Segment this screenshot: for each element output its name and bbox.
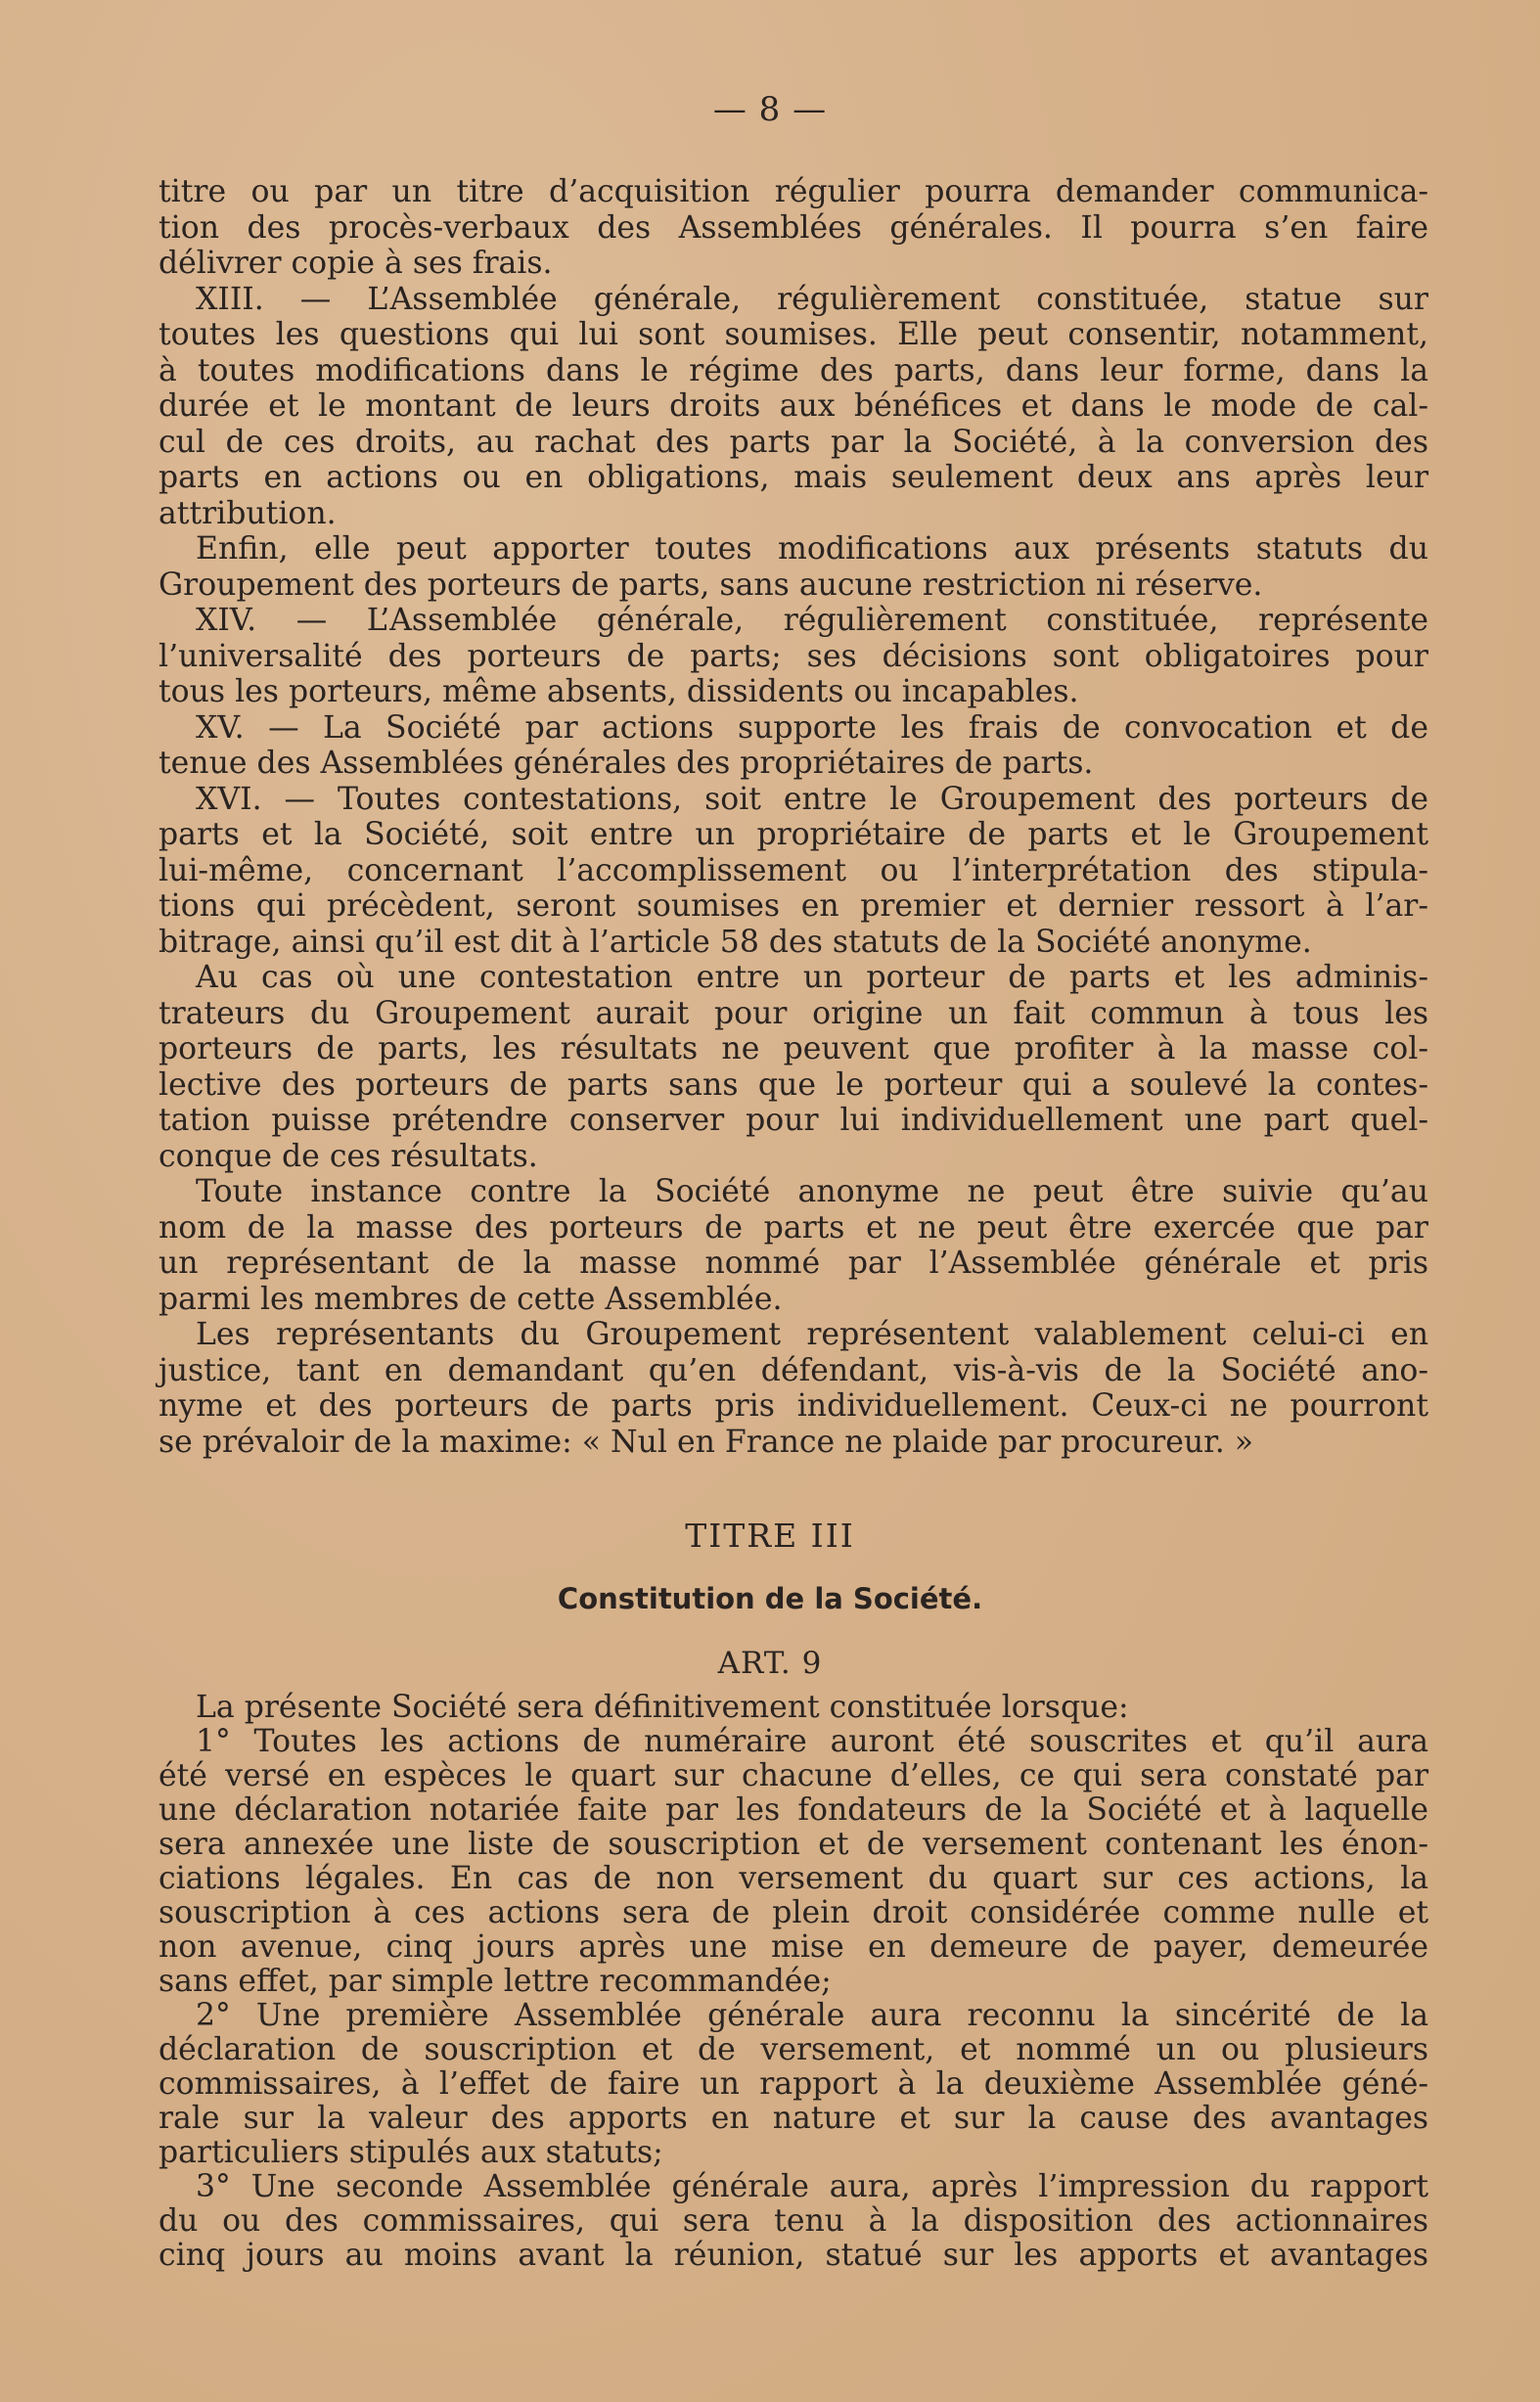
text-line: tion des procès-verbaux des Assemblées générales. Il pourra s’en faire — [159, 209, 1428, 246]
text-line: un représentant de la masse nommé par l’Assemblée générale et pris — [159, 1246, 1428, 1281]
text-line: XIV. — L’Assemblée générale, régulièrement constituée, représente — [196, 603, 1428, 638]
text-line: à toutes modifications dans le régime des parts, dans leur forme, dans la — [159, 352, 1428, 388]
text-line: attribution. — [159, 495, 337, 531]
text-line: se prévaloir de la maxime: « Nul en France ne plaide par procureur. » — [159, 1424, 1254, 1460]
text-line: cinq jours au moins avant la réunion, statué sur les apports et avantages — [159, 2238, 1428, 2273]
text-line: conque de ces résultats. — [159, 1138, 538, 1174]
text-line: Les représentants du Groupement représentent valablement celui-ci en — [196, 1317, 1428, 1352]
text-line: 1° Toutes les actions de numéraire auront été souscrites et qu’il aura — [196, 1724, 1428, 1759]
text-line: La présente Société sera définitivement constituée lorsque: — [196, 1690, 1129, 1725]
text-line: déclaration de souscription et de versement, et nommé un ou plusieurs — [159, 2032, 1428, 2067]
text-line: été versé en espèces le quart sur chacune d’elles, ce qui sera constaté par — [159, 1758, 1428, 1793]
text-line: du ou des commissaires, qui sera tenu à la disposition des actionnaires — [159, 2203, 1428, 2239]
text-line: nom de la masse des porteurs de parts et ne peut être exercée que par — [159, 1209, 1428, 1246]
text-line: 2° Une première Assemblée générale aura reconnu la sincérité de la — [196, 1998, 1428, 2033]
text-line: cul de ces droits, au rachat des parts par la Société, à la conversion des — [159, 424, 1428, 460]
text-line: Enfin, elle peut apporter toutes modifications aux présents statuts du — [196, 531, 1428, 567]
text-line: XVI. — Toutes contestations, soit entre le Groupement des porteurs de — [196, 781, 1428, 817]
text-line: justice, tant en demandant qu’en défendant, vis-à-vis de la Société ano- — [159, 1352, 1428, 1388]
text-line: tions qui précèdent, seront soumises en premier et dernier ressort à l’ar- — [159, 888, 1428, 924]
text-line: tation puisse prétendre conserver pour lui individuellement une part quel- — [159, 1103, 1428, 1138]
text-line: Au cas où une contestation entre un porteur de parts et les adminis- — [196, 960, 1428, 995]
text-line: lective des porteurs de parts sans que le porteur qui a soulevé la contes- — [159, 1066, 1428, 1103]
text-line: une déclaration notariée faite par les fondateurs de la Société et à laquelle — [159, 1792, 1428, 1828]
text-line: sans effet, par simple lettre recommandée; — [159, 1964, 832, 1999]
section-subtitle: Constitution de la Société. — [557, 1582, 983, 1615]
text-line: bitrage, ainsi qu’il est dit à l’article 58 des statuts de la Société anonyme. — [159, 924, 1312, 960]
text-line: 3° Une seconde Assemblée générale aura, après l’impression du rapport — [196, 2169, 1428, 2204]
text-line: nyme et des porteurs de parts pris individuellement. Ceux-ci ne pourront — [159, 1388, 1428, 1424]
text-line: tous les porteurs, même absents, dissidents ou incapables. — [159, 674, 1079, 709]
body-text-section-1 — [159, 174, 1428, 1460]
text-line: toutes les questions qui lui sont soumises. Elle peut consentir, notamment, — [159, 317, 1428, 352]
text-line: parts et la Société, soit entre un propriétaire de parts et le Groupement — [159, 817, 1428, 852]
text-line: sera annexée une liste de souscription et de versement contenant les énon- — [159, 1827, 1428, 1862]
text-line: rale sur la valeur des apports en nature et sur la cause des avantages — [159, 2101, 1428, 2136]
text-line: non avenue, cinq jours après une mise en demeure de payer, demeurée — [159, 1929, 1428, 1965]
text-line: parmi les membres de cette Assemblée. — [159, 1281, 783, 1317]
text-line: particuliers stipulés aux statuts; — [159, 2135, 663, 2170]
text-line: l’universalité des porteurs de parts; ses décisions sont obligatoires pour — [159, 638, 1428, 674]
text-line: ciations légales. En cas de non versement du quart sur ces actions, la — [159, 1861, 1428, 1896]
text-line: Groupement des porteurs de parts, sans aucune restriction ni réserve. — [159, 567, 1263, 603]
text-line: souscription à ces actions sera de plein droit considérée comme nulle et — [159, 1895, 1428, 1930]
section-title: TITRE III — [685, 1517, 855, 1555]
text-line: tenue des Assemblées générales des propriétaires de parts. — [159, 746, 1094, 781]
text-line: titre ou par un titre d’acquisition régulier pourra demander communica- — [159, 174, 1428, 209]
body-text-section-2 — [159, 1691, 1428, 2273]
text-line: délivrer copie à ses frais. — [159, 246, 553, 281]
text-line: XV. — La Société par actions supporte les frais de convocation et de — [196, 709, 1428, 746]
text-line: XIII. — L’Assemblée générale, régulièrement constituée, statue sur — [196, 281, 1428, 317]
text-line: lui-même, concernant l’accomplissement ou l’interprétation des stipula- — [159, 852, 1428, 888]
text-line: trateurs du Groupement aurait pour origine un fait commun à tous les — [159, 995, 1428, 1031]
article-heading: ART. 9 — [717, 1646, 823, 1681]
text-line: durée et le montant de leurs droits aux bénéfices et dans le mode de cal- — [159, 388, 1428, 424]
text-line: porteurs de parts, les résultats ne peuvent que profiter à la masse col- — [159, 1031, 1428, 1066]
text-line: parts en actions ou en obligations, mais seulement deux ans après leur — [159, 460, 1428, 495]
text-line: commissaires, à l’effet de faire un rapport à la deuxième Assemblée géné- — [159, 2066, 1428, 2102]
page-number: — 8 — — [712, 90, 828, 129]
text-line: Toute instance contre la Société anonyme ne peut être suivie qu’au — [196, 1174, 1428, 1209]
